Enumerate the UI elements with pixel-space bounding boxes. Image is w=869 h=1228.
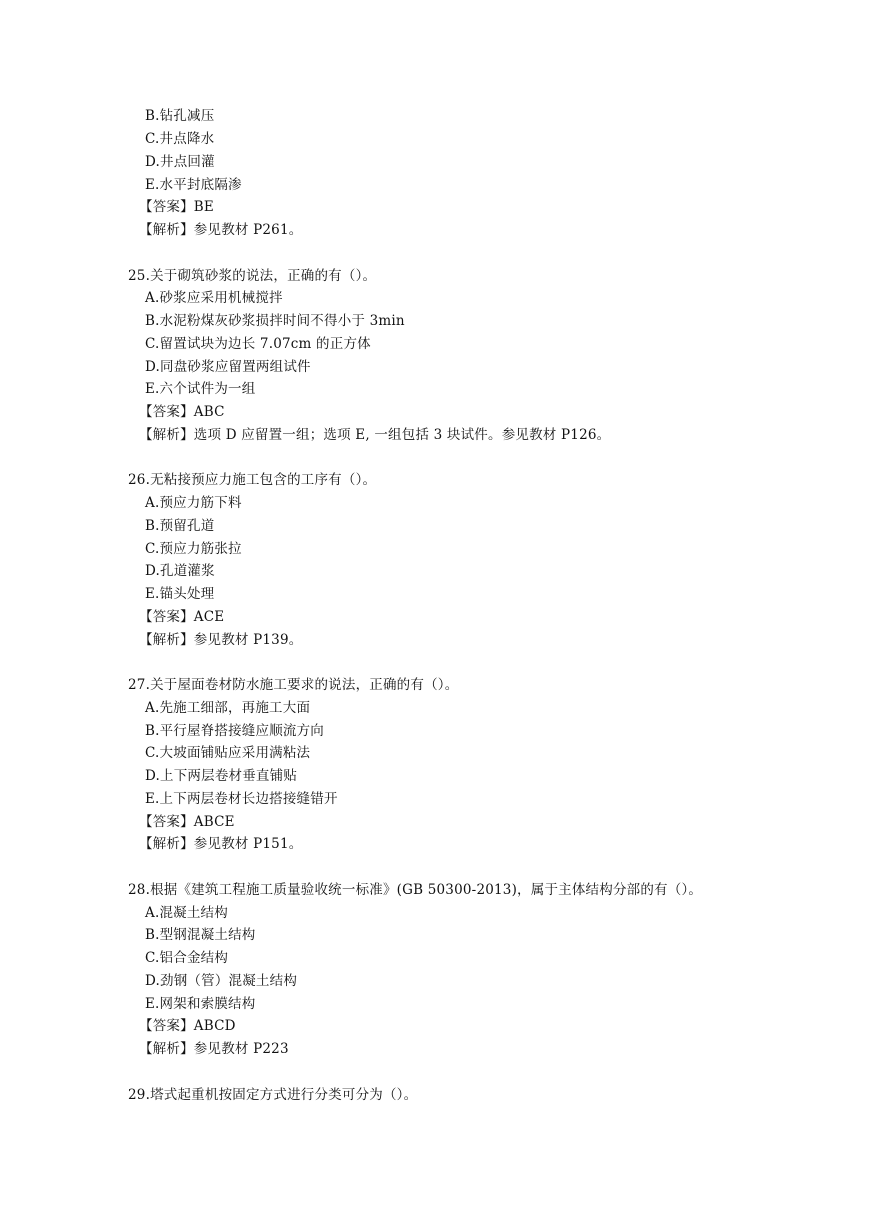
- answer-line: 【答案】ABCD: [139, 1018, 236, 1034]
- option-a: A.砂浆应采用机械搅拌: [145, 290, 283, 306]
- option-e: E.上下两层卷材长边搭接缝错开: [145, 791, 338, 807]
- answer-line: 【答案】BE: [139, 199, 214, 215]
- option-e: E.六个试件为一组: [145, 381, 256, 397]
- analysis-line: 【解析】选项 D 应留置一组；选项 E, 一组包括 3 块试件。参见教材 P126。: [139, 427, 611, 443]
- analysis-line: 【解析】参见教材 P261。: [139, 222, 303, 238]
- option-b: B.钻孔减压: [145, 108, 215, 124]
- question-title: 29.塔式起重机按固定方式进行分类可分为（）。: [128, 1087, 418, 1103]
- answer-line: 【答案】ABC: [139, 404, 225, 420]
- option-b: B.预留孔道: [145, 518, 215, 534]
- analysis-line: 【解析】参见教材 P223: [139, 1041, 289, 1057]
- option-d: D.同盘砂浆应留置两组试件: [145, 359, 311, 375]
- option-c: C.井点降水: [145, 131, 215, 147]
- answer-line: 【答案】ABCE: [139, 814, 235, 830]
- question-title: 26.无粘接预应力施工包含的工序有（）。: [128, 472, 377, 488]
- option-e: E.网架和索膜结构: [145, 996, 256, 1012]
- option-c: C.铝合金结构: [145, 950, 229, 966]
- option-b: B.平行屋脊搭接缝应顺流方向: [145, 723, 325, 739]
- option-d: D.井点回灌: [145, 154, 215, 170]
- option-d: D.劲钢（管）混凝土结构: [145, 973, 298, 989]
- option-d: D.上下两层卷材垂直铺贴: [145, 768, 298, 784]
- question-title: 27.关于屋面卷材防水施工要求的说法，正确的有（）。: [128, 677, 459, 693]
- option-b: B.水泥粉煤灰砂浆损拌时间不得小于 3min: [145, 313, 405, 329]
- analysis-line: 【解析】参见教材 P139。: [139, 632, 303, 648]
- option-c: C.大坡面铺贴应采用满粘法: [145, 745, 311, 761]
- option-a: A.先施工细部，再施工大面: [145, 700, 311, 716]
- option-e: E.水平封底隔渗: [145, 177, 242, 193]
- option-c: C.预应力筋张拉: [145, 541, 242, 557]
- option-a: A.混凝土结构: [145, 905, 228, 921]
- option-c: C.留置试块为边长 7.07cm 的正方体: [145, 336, 371, 352]
- option-d: D.孔道灌浆: [145, 563, 215, 579]
- analysis-line: 【解析】参见教材 P151。: [139, 836, 303, 852]
- answer-line: 【答案】ACE: [139, 609, 225, 625]
- option-b: B.型钢混凝土结构: [145, 927, 256, 943]
- question-title: 25.关于砌筑砂浆的说法，正确的有（）。: [128, 268, 377, 284]
- option-e: E.锚头处理: [145, 586, 215, 602]
- option-a: A.预应力筋下料: [145, 495, 242, 511]
- question-title: 28.根据《建筑工程施工质量验收统一标准》(GB 50300-2013)，属于主体结构分部的有（）。: [128, 882, 703, 898]
